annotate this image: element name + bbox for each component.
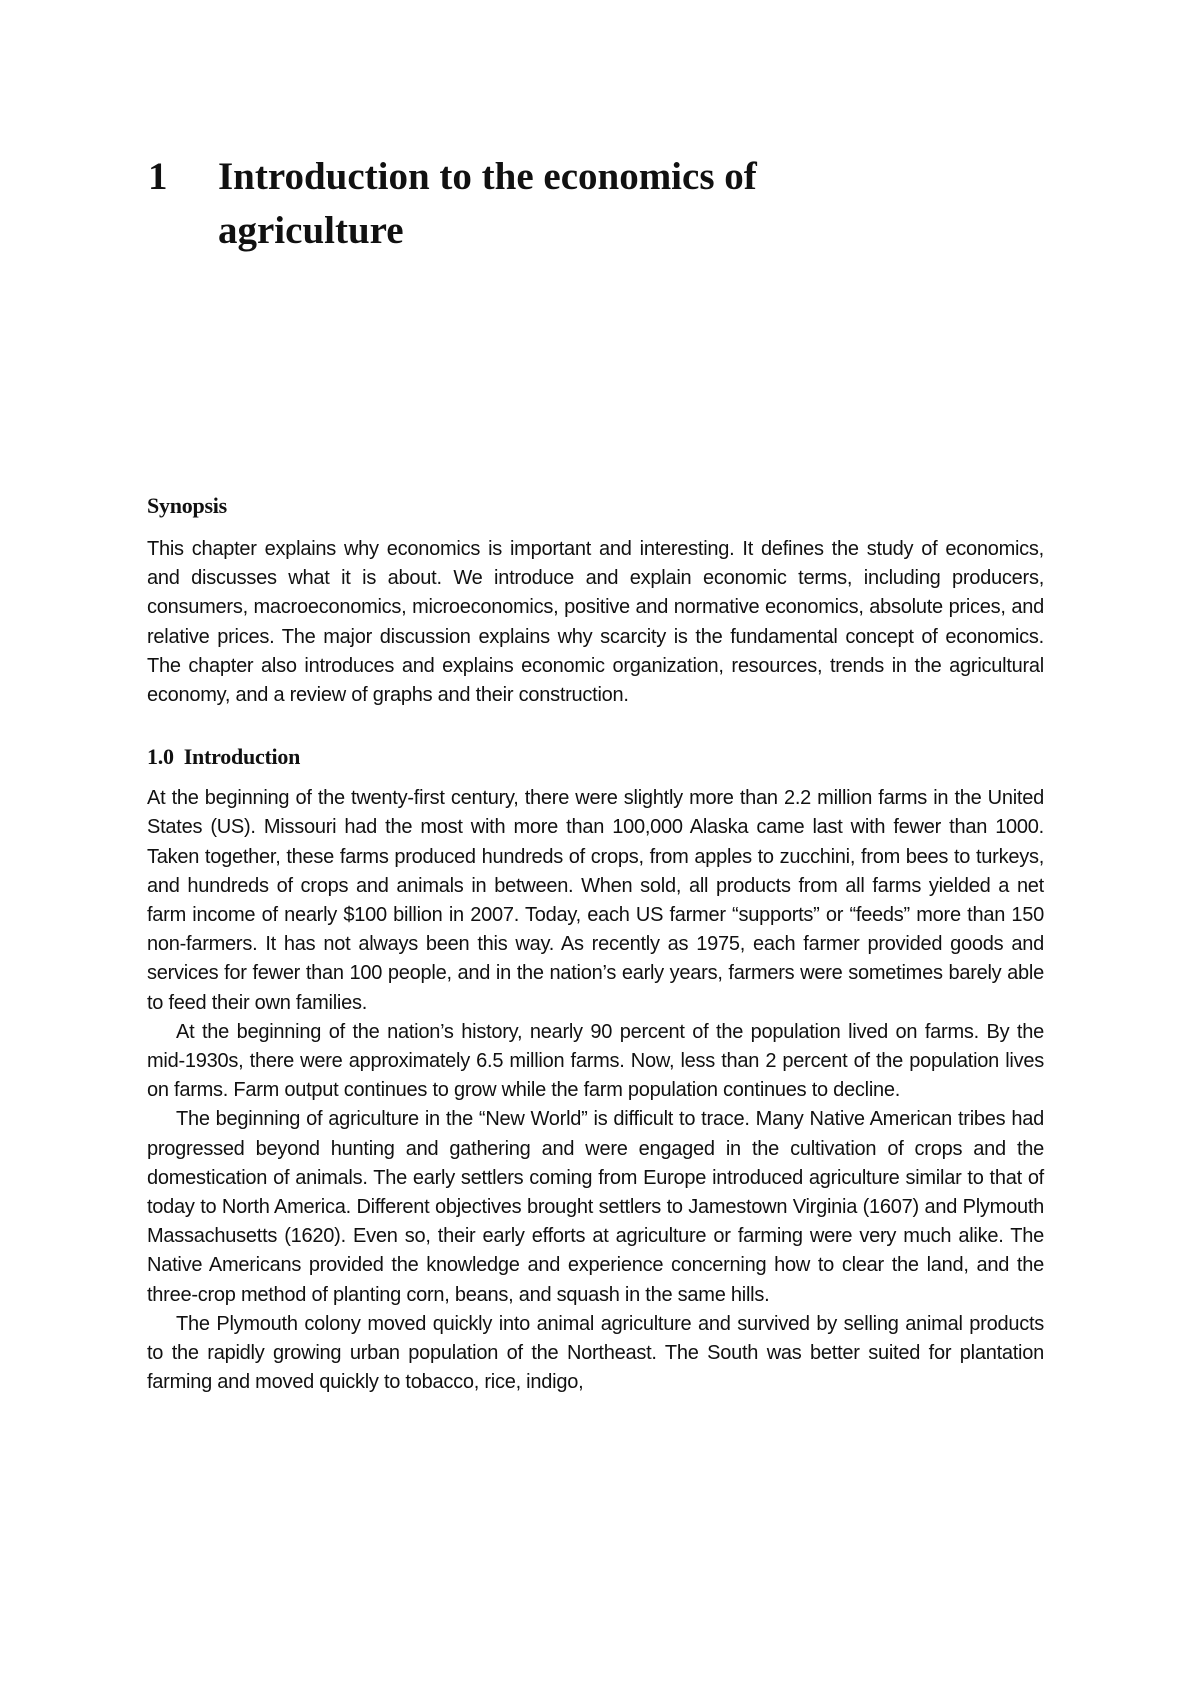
synopsis-text: This chapter explains why economics is important and interesting. It defines the study of economics, and discusses what it is about. We introduce and explain economic terms, including producers, consumers, macroeconomics, microeconomics, positive and normative economics, absolute prices, and relative prices. The major discussion explains why scarcity is the fundamental concept of economics. The chapter also introduces and explains economic organization, resources, trends in the agricultural economy, and a review of graphs and their construction. — [147, 538, 1044, 707]
section-number: 1.0 — [147, 744, 174, 770]
body-paragraph: The beginning of agriculture in the “New World” is difficult to trace. Many Native American tribes had progressed beyond hunting and gathering and were engaged in the cultivation of crops and the domestication of animals. The early settlers coming from Europe introduced agriculture similar to that of today to North America. Different objectives brought settlers to Jamestown Virginia (1607) and Plymouth Massachusetts (1620). Even so, their early efforts at agriculture or farming were very much alike. The Native Americans provided the knowledge and experience concerning how to clear the land, and the three-crop method of planting corn, beans, and squash in the same hills. — [147, 1108, 1044, 1306]
section-heading — [147, 744, 1044, 770]
chapter-number: 1 — [148, 155, 168, 198]
page-content — [147, 493, 1044, 1397]
body-paragraph: At the beginning of the twenty-first century, there were slightly more than 2.2 million farms in the United States (US). Missouri had the most with more than 100,000 Alaska came last with fewer than 1000. Taken together, these farms produced hundreds of crops, from apples to zucchini, from bees to turkeys, and hundreds of crops and animals in between. When sold, all products from all farms yielded a net farm income of nearly $100 billion in 2007. Today, each US farmer “supports” or “feeds” more than 150 non-farmers. It has not always been this way. As recently as 1975, each farmer provided goods and services for fewer than 100 people, and in the nation’s early years, farmers were sometimes barely able to feed their own families. — [147, 787, 1044, 1014]
body-paragraph: The Plymouth colony moved quickly into animal agriculture and survived by selling animal products to the rapidly growing urban population of the Northeast. The South was better suited for plantation farming and moved quickly to tobacco, rice, indigo, — [147, 1312, 1044, 1394]
synopsis-heading: Synopsis — [147, 493, 227, 518]
chapter-title: Introduction to the economics of agriculture — [218, 155, 757, 252]
section-title: Introduction — [183, 744, 301, 770]
body-paragraph: At the beginning of the nation’s history, nearly 90 percent of the population lived on farms. By the mid-1930s, there were approximately 6.5 million farms. Now, less than 2 percent of the population lives on farms. Farm output continues to grow while the farm population continues to decline. — [147, 1020, 1044, 1102]
